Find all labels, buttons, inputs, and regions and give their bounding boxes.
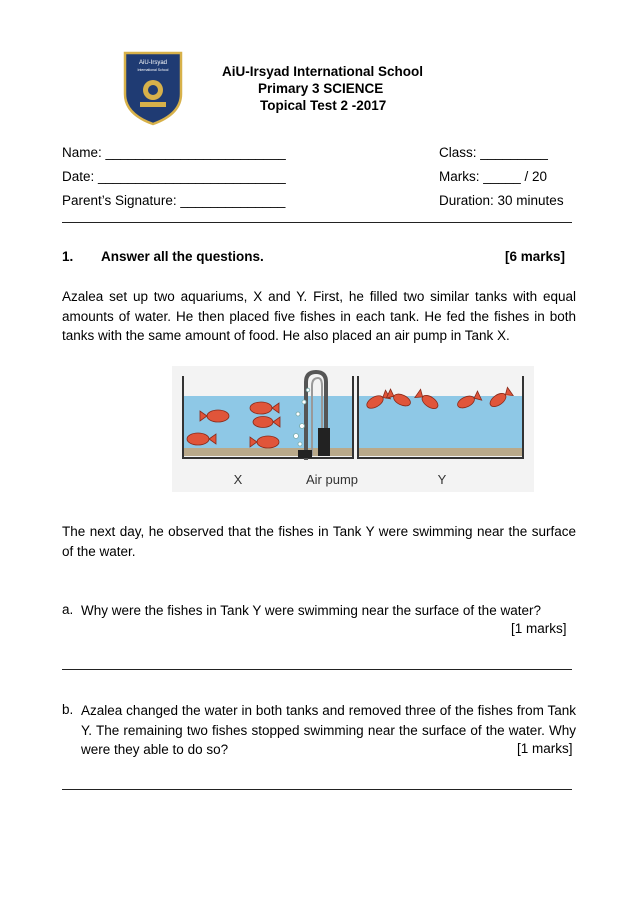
observation-paragraph: The next day, he observed that the fishes in Tank Y were swimming near the surface of the water. (62, 524, 576, 559)
question-marks: [6 marks] (505, 249, 566, 264)
parent-signature-field[interactable]: Parent’s Signature: ______________ (62, 193, 286, 208)
question-number: 1. (62, 249, 74, 264)
answer-line-b[interactable] (62, 789, 572, 790)
logo-text-1: AiU-Irsyad (138, 60, 168, 66)
class-field[interactable]: Class: _________ (439, 145, 548, 160)
duration-field: Duration: 30 minutes (439, 193, 564, 208)
tank-y-label: Y (437, 472, 447, 487)
intro-paragraph: Azalea set up two aquariums, X and Y. First, he filled two similar tanks with equal amounts of water. He then placed five fishes in each tank. He fed the fishes in both tanks with the same amount of food. He also placed an air pump in Tank X. (62, 289, 576, 343)
aquarium-figure (172, 366, 534, 492)
school-name: AiU-Irsyad International School (222, 64, 424, 79)
test-title: Topical Test 2 -2017 (260, 98, 387, 113)
marks-field[interactable]: Marks: _____ / 20 (439, 169, 548, 184)
question-b-text: Azalea changed the water in both tanks and removed three of the fishes from Tank Y. The remaining two fishes stopped swimming near the surface of the water. Why were they able to do so? (81, 703, 576, 757)
question-b-label: b. (62, 702, 74, 717)
header-divider (62, 222, 572, 223)
air-pump-label: Air pump (305, 472, 359, 487)
tank-x-label: X (233, 472, 243, 487)
question-b-marks: [1 marks] (511, 740, 573, 758)
school-logo (122, 50, 184, 126)
subject-title: Primary 3 SCIENCE (258, 81, 384, 96)
question-instruction: Answer all the questions. (101, 249, 264, 264)
name-field[interactable]: Name: ________________________ (62, 145, 286, 160)
date-field[interactable]: Date: _________________________ (62, 169, 286, 184)
answer-line-a[interactable] (62, 669, 572, 670)
question-a-text: Why were the fishes in Tank Y were swimming near the surface of the water? (81, 603, 541, 618)
question-a-label: a. (62, 602, 74, 617)
question-a-marks: [1 marks] (511, 621, 567, 636)
logo-text-2: International School (137, 68, 169, 72)
